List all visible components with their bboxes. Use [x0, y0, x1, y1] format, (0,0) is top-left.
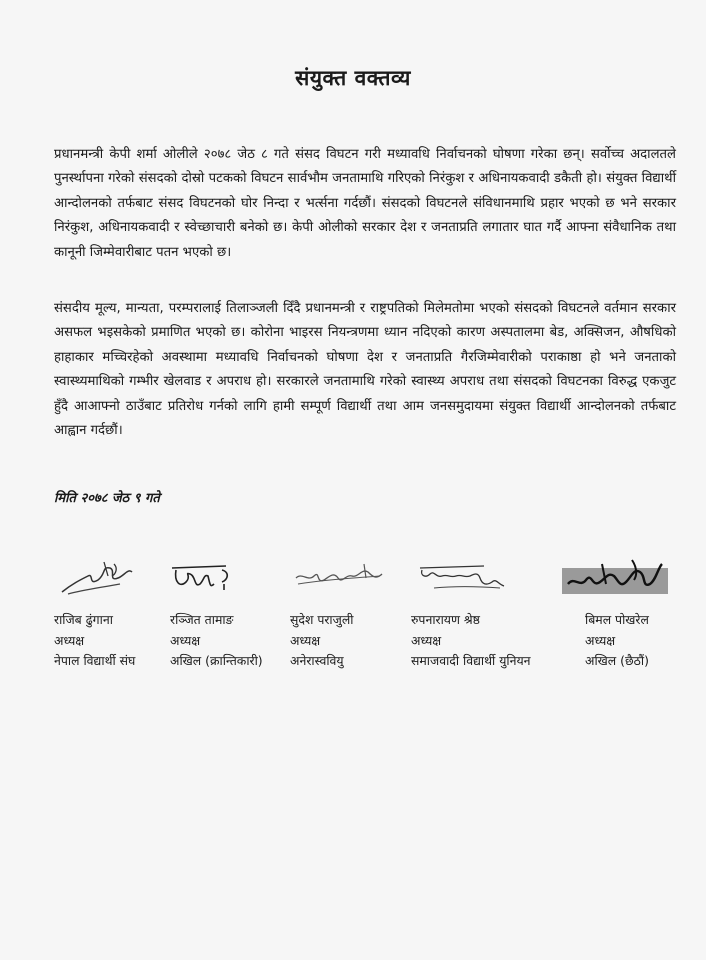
- statement-paragraph-2: संसदीय मूल्य, मान्यता, परम्परालाई तिलाञ्जली दिँदै प्रधानमन्त्री र राष्ट्रपतिको मिलेमतोमा भएको संसदको विघटनले वर्तमान सरकार असफल भइसकेको प्रमाणित भएको छ। कोरोना भाइरस नियन्त्रणमा ध्यान नदिएको कारण अस्पतालमा बेड, अक्सिजन, औषधिको हाहाकार मच्चिरहेको अवस्थामा मध्यावधि निर्वाचनको घोषणा देश र जनताप्रति गैरजिम्मेवारीको पराकाष्ठा हो भने जनताको स्वास्थ्यमाथिको गम्भीर खेलवाड र अपराध हो। सरकारले जनतामाथि गरेको स्वास्थ्य अपराध तथा संसदको विघटनका विरुद्ध एकजुट हुँदै आआफ्नो ठाउँबाट प्रतिरोध गर्नको लागि हामी सम्पूर्ण विद्यार्थी तथा आम जनसमुदायमा संयुक्त विद्यार्थी आन्दोलनको तर्फबाट आह्वान गर्दछौं।: [54, 301, 676, 439]
- signatory-name: बिमल पोखरेल: [585, 612, 649, 627]
- signatory-5: [585, 610, 649, 672]
- signature-3: [292, 554, 386, 602]
- signature-4: [414, 554, 510, 602]
- document-title: संयुक्त वक्तव्य: [295, 66, 411, 90]
- signature-5: [562, 554, 670, 602]
- signatory-role: अध्यक्ष: [54, 632, 85, 648]
- signatory-role: अध्यक्ष: [411, 632, 442, 648]
- statement-paragraph-1: प्रधानमन्त्री केपी शर्मा ओलीले २०७८ जेठ ८ गते संसद विघटन गरी मध्यावधि निर्वाचनको घोषणा गरेका छन्। सर्वोच्च अदालतले पुनर्स्थापना गरेको संसदको दोस्रो पटकको विघटन सार्वभौम जनतामाथि गरिएको निरंकुश र अधिनायकवादी डकैती हो। संयुक्त विद्यार्थी आन्दोलनको तर्फबाट संसद विघटनको घोर निन्दा र भर्त्सना गर्दछौं। संसदको विघटनले संविधानमाथि प्रहार भएको छ भने सरकार निरंकुश, अधिनायकवादी र स्वेच्छाचारी बनेको छ। केपी ओलीको सरकार देश र जनताप्रति लगातार घात गर्दै आफ्ना संवैधानिक तथा कानूनी जिम्मेवारीबाट पतन भएको छ।: [54, 147, 676, 260]
- signatory-name: सुदेश पराजुली: [290, 612, 354, 627]
- signatory-2: [170, 610, 263, 672]
- signatory-1: [54, 610, 135, 672]
- signatory-org: नेपाल विद्यार्थी संघ: [54, 653, 136, 668]
- signatory-role: अध्यक्ष: [585, 632, 616, 648]
- signatory-role: अध्यक्ष: [290, 632, 321, 648]
- signatory-org: समाजवादी विद्यार्थी युनियन: [411, 653, 531, 668]
- signatory-org: अनेरास्ववियु: [290, 653, 344, 668]
- signatory-org: अखिल (क्रान्तिकारी): [170, 653, 263, 668]
- signature-1: [58, 554, 138, 602]
- signatory-name: राजिब ढुंगाना: [54, 612, 113, 627]
- statement-date: मिति २०७८ जेठ ९ गते: [54, 491, 160, 506]
- signatory-org: अखिल (छैठौं): [585, 653, 649, 668]
- signatory-name: रञ्जित तामाङ: [170, 612, 234, 627]
- signatory-3: [290, 610, 353, 672]
- signature-2: [166, 554, 238, 602]
- signatory-role: अध्यक्ष: [170, 632, 201, 648]
- signatory-name: रुपनारायण श्रेष्ठ: [411, 612, 480, 627]
- signatory-4: [411, 610, 531, 672]
